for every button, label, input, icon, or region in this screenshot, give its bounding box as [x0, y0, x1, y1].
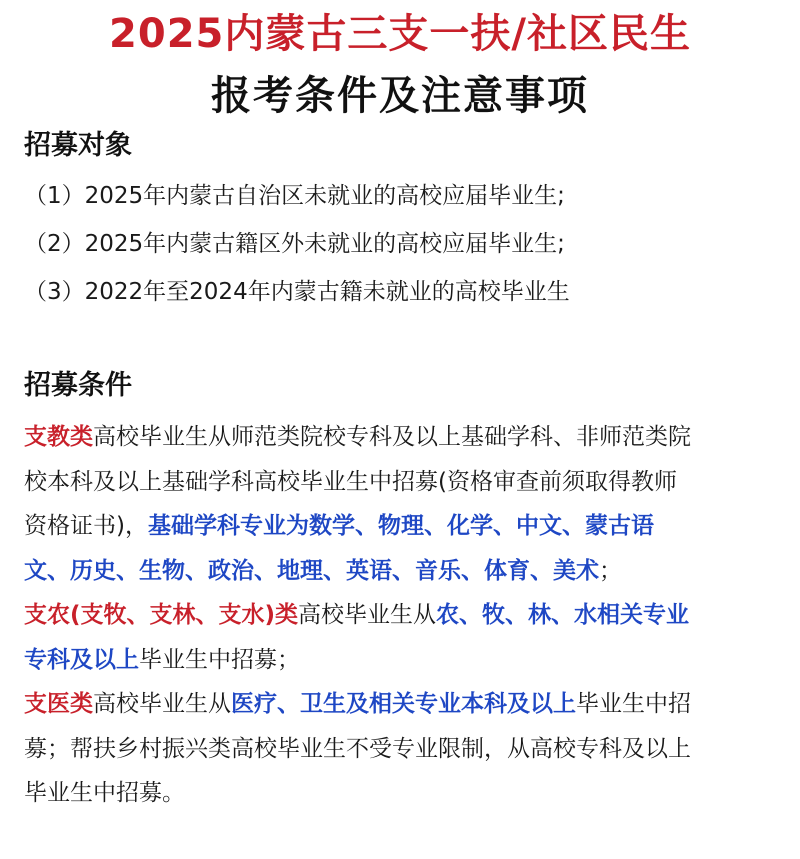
condition-medical-label: 支医类 — [24, 691, 93, 717]
condition-medical-line-3: 毕业生中招募。 — [24, 780, 185, 806]
condition-teaching-text-3: 资格证书)， — [24, 513, 148, 539]
target-item-2: （2）2025年内蒙古籍区外未就业的高校应届毕业生; — [24, 231, 565, 257]
condition-medical-line-1 — [24, 682, 784, 727]
condition-teaching — [24, 415, 784, 593]
condition-teaching-line-2: 校本科及以上基础学科高校毕业生中招募(资格审查前须取得教师 — [24, 468, 677, 495]
condition-agriculture-text-1: 高校毕业生从 — [298, 602, 437, 628]
condition-agriculture-text-2: 毕业生中招募； — [139, 646, 300, 673]
condition-teaching-text-4: ； — [599, 557, 622, 584]
condition-teaching-text-1: 高校毕业生从师范类院校专科及以上基础学科、非师范类院 — [93, 424, 691, 450]
condition-teaching-line-4 — [24, 549, 784, 594]
condition-medical-majors: 医疗、卫生及相关专业本科及以上 — [231, 691, 576, 717]
condition-teaching-subjects-2: 文、历史、生物、政治、地理、英语、音乐、体育、美术 — [24, 557, 599, 584]
condition-medical-text-1: 高校毕业生从 — [93, 691, 231, 717]
conditions-body — [24, 415, 784, 816]
condition-medical-text-1b: 毕业生中招 — [576, 691, 691, 717]
page-title: 2025内蒙古三支一扶/社区民生 — [109, 11, 691, 57]
condition-medical — [24, 682, 784, 816]
condition-agriculture-level: 专科及以上 — [24, 646, 139, 673]
section-heading-conditions: 招募条件 — [24, 370, 132, 401]
condition-medical-line-2: 募；帮扶乡村振兴类高校毕业生不受专业限制，从高校专科及以上 — [24, 735, 691, 762]
condition-agriculture-line-2 — [24, 638, 784, 683]
condition-teaching-line-1 — [24, 415, 784, 460]
target-item-3: （3）2022年至2024年内蒙古籍未就业的高校毕业生 — [24, 279, 570, 305]
section-heading-targets: 招募对象 — [24, 130, 132, 161]
condition-agriculture-label: 支农(支牧、支林、支水)类 — [24, 602, 299, 628]
condition-teaching-subjects-1: 基础学科专业为数学、物理、化学、中文、蒙古语 — [147, 513, 654, 539]
condition-agriculture-majors: 农、牧、林、水相关专业 — [436, 602, 690, 628]
target-list — [24, 172, 570, 316]
condition-agriculture — [24, 593, 784, 682]
target-item-1: （1）2025年内蒙古自治区未就业的高校应届毕业生; — [24, 183, 565, 209]
condition-agriculture-line-1 — [24, 593, 784, 638]
condition-teaching-line-3 — [24, 504, 784, 549]
page-subtitle: 报考条件及注意事项 — [211, 73, 589, 119]
condition-teaching-label: 支教类 — [24, 424, 93, 450]
